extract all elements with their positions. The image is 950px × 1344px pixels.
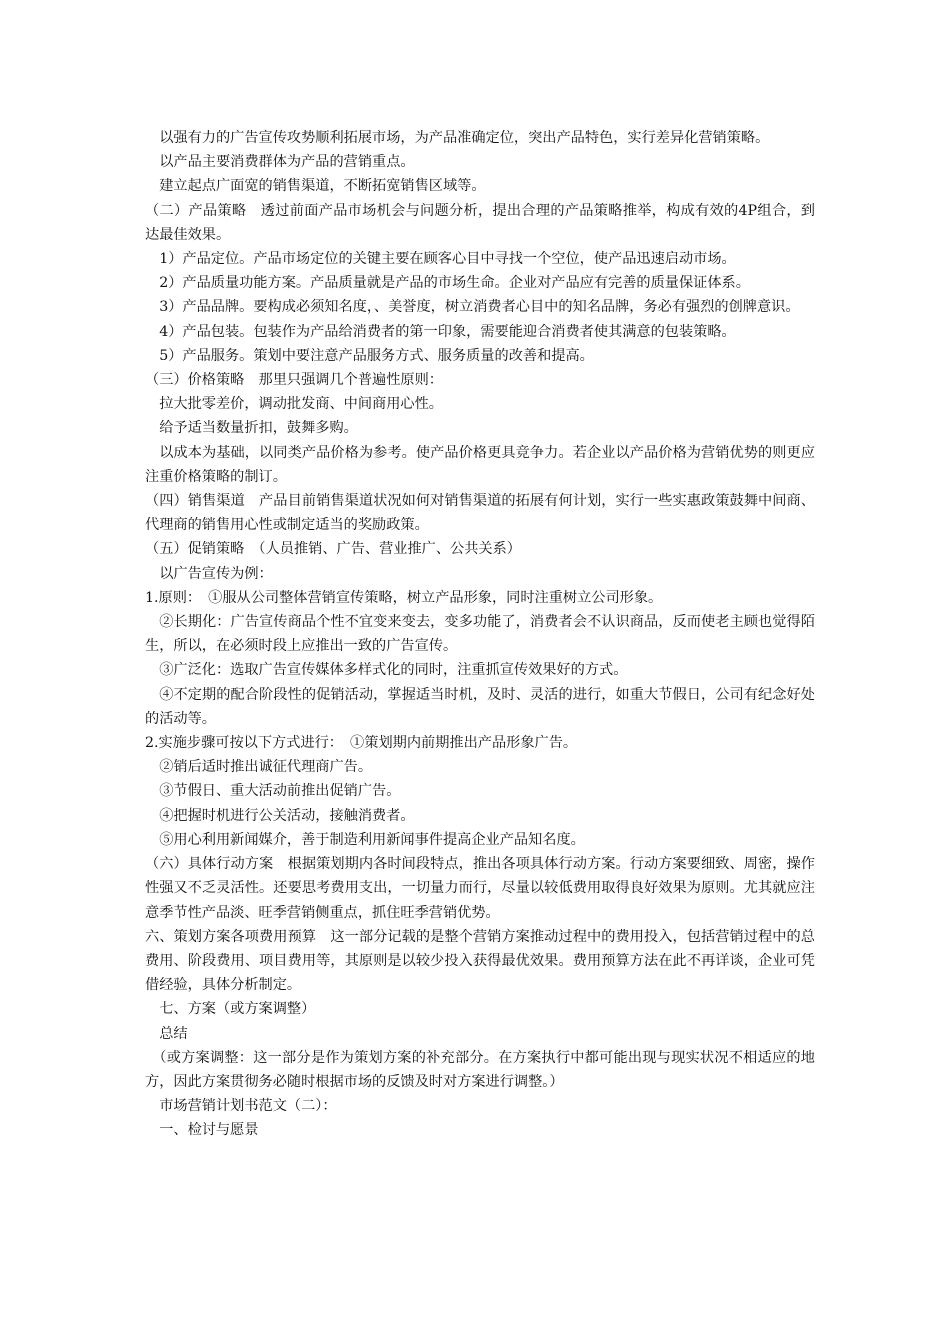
section-heading-price-strategy: （三）价格策略 那里只强调几个普遍性原则：: [145, 372, 443, 389]
section-heading-action-plan: （六）具体行动方案 根据策划期内各时间段特点，推出各项具体行动方案。行动方案要细致、周密，操作性强又不乏灵活性。还要思考费用支出，一切量力而行，尽量以较低费用取得良好效果为原则。尤其就应注意季节性产品淡、旺季营销侧重点，抓住旺季营销优势。: [145, 856, 815, 921]
paragraph: 以成本为基础，以同类产品价格为参考。使产品价格更具竞争力。若企业以产品价格为营销优势的则更应注重价格策略的制订。: [145, 444, 815, 485]
paragraph: 给予适当数量折扣，鼓舞多购。: [145, 420, 358, 437]
paragraph: 以强有力的广告宣传攻势顺利拓展市场，为产品准确定位，突出产品特色，实行差异化营销策略。: [145, 130, 770, 146]
list-item: ④不定期的配合阶段性的促销活动，掌握适当时机，及时、灵活的进行，如重大节假日，公司有纪念好处的活动等。: [145, 686, 815, 727]
list-item: 1.原则： ①服从公司整体营销宣传策略，树立产品形象，同时注重树立公司形象。: [145, 589, 663, 606]
paragraph: 建立起点广面宽的销售渠道，不断拓宽销售区域等。: [145, 178, 486, 195]
paragraph: 以产品主要消费群体为产品的营销重点。: [145, 154, 415, 171]
paragraph: 一、检讨与愿景: [145, 1122, 259, 1139]
list-item: 5）产品服务。策划中要注意产品服务方式、服务质量的改善和提高。: [145, 347, 594, 364]
list-item: 1）产品定位。产品市场定位的关键主要在顾客心目中寻找一个空位，使产品迅速启动市场。: [145, 251, 736, 268]
section-heading-promotion-strategy: （五）促销策略 （人员推销、广告、营业推广、公共关系）: [145, 541, 521, 558]
list-item: ②销后适时推出诚征代理商广告。: [145, 759, 373, 776]
section-heading-sales-channel: （四）销售渠道 产品目前销售渠道状况如何对销售渠道的拓展有何计划，实行一些实惠政策鼓舞中间商、代理商的销售用心性或制定适当的奖励政策。: [145, 493, 815, 534]
paragraph: 总结: [145, 1025, 188, 1042]
paragraph: 市场营销计划书范文（二）：: [145, 1098, 337, 1115]
list-item: 3）产品品牌。要构成必须知名度，、美誉度，树立消费者心目中的知名品牌，务必有强烈的创牌意识。: [145, 299, 800, 316]
section-heading-product-strategy: （二）产品策略 透过前面产品市场机会与问题分析，提出合理的产品策略推举，构成有效的4P组合，到达最佳效果。: [145, 202, 815, 243]
list-item: 4）产品包装。包装作为产品给消费者的第一印象，需要能迎合消费者使其满意的包装策略。: [145, 323, 736, 340]
list-item: ③节假日、重大活动前推出促销广告。: [145, 783, 401, 800]
paragraph: 拉大批零差价，调动批发商、中间商用心性。: [145, 396, 443, 413]
list-item: ③广泛化：选取广告宣传媒体多样式化的同时，注重抓宣传效果好的方式。: [145, 662, 628, 679]
paragraph: 以广告宣传为例：: [145, 565, 273, 582]
list-item: ④把握时机进行公关活动，接触消费者。: [145, 807, 415, 824]
list-item: ⑤用心利用新闻媒介，善于制造利用新闻事件提高企业产品知名度。: [145, 831, 585, 848]
section-heading-plan-adjustment: 七、方案（或方案调整）: [145, 1001, 316, 1018]
list-item: ②长期化：广告宣传商品个性不宜变来变去，变多功能了，消费者会不认识商品，反而使老主顾也觉得陌生，所以，在必须时段上应推出一致的广告宣传。: [145, 614, 815, 655]
paragraph: （或方案调整：这一部分是作为策划方案的补充部分。在方案执行中都可能出现与现实状况不相适应的地方，因此方案贯彻务必随时根据市场的反馈及时对方案进行调整。）: [145, 1049, 815, 1090]
document-body: [145, 126, 815, 1143]
section-heading-budget: 六、策划方案各项费用预算 这一部分记载的是整个营销方案推动过程中的费用投入，包括营销过程中的总费用、阶段费用、项目费用等，其原则是以较少投入获得最优效果。费用预算方法在此不再详谈，企业可凭借经验，具体分析制定。: [145, 928, 815, 994]
list-item: 2.实施步骤可按以下方式进行： ①策划期内前期推出产品形象广告。: [145, 735, 578, 752]
list-item: 2）产品质量功能方案。产品质量就是产品的市场生命。企业对产品应有完善的质量保证体系。: [145, 275, 750, 292]
